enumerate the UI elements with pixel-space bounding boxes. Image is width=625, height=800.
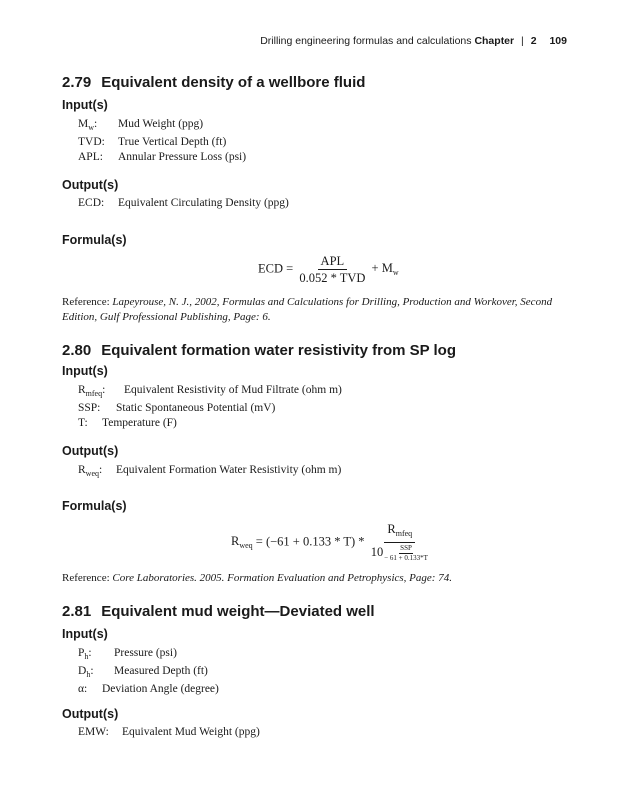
outputs-heading: Output(s) <box>62 444 119 458</box>
book-title: Drilling engineering formulas and calculations <box>260 35 472 47</box>
input-symbol: α: <box>78 683 88 695</box>
outputs-list <box>78 196 289 211</box>
input-description: Equivalent Resistivity of Mud Filtrate (ohm m) <box>124 384 342 396</box>
exponent-fraction: $\frac{\text{SSP}}{- 61 + 0.133*T}$ <box>384 544 428 562</box>
input-description: Static Spontaneous Potential (mV) <box>116 402 276 414</box>
output-symbol: $R_{weq}$: <box>78 464 103 478</box>
input-row <box>78 664 219 682</box>
input-symbol: APL: <box>78 151 103 163</box>
section-number: 2.81 <box>62 603 92 620</box>
input-symbol: $P_h$: <box>78 647 92 661</box>
reference-text: Core Laboratories. 2005. Formation Evaluation and Petrophysics, Page: 74. <box>112 572 452 584</box>
outputs-heading: Output(s) <box>62 707 119 721</box>
section-title-text: Equivalent density of a wellbore fluid <box>101 74 366 91</box>
fraction-denominator: 0.052 * TVD <box>299 271 366 285</box>
inputs-heading: Input(s) <box>62 364 108 378</box>
inputs-list <box>78 117 246 165</box>
output-description: Equivalent Mud Weight (ppg) <box>122 726 260 738</box>
outputs-heading: Output(s) <box>62 178 119 192</box>
input-description: Annular Pressure Loss (psi) <box>118 151 247 163</box>
output-row <box>78 196 289 211</box>
input-description: Measured Depth (ft) <box>114 665 208 677</box>
input-description: Mud Weight (ppg) <box>118 118 204 130</box>
input-symbol: $M_w$: <box>78 118 98 132</box>
input-symbol: T: <box>78 417 88 429</box>
inputs-heading: Input(s) <box>62 98 108 112</box>
formula-multiplier: = (−61 + 0.133 * T) * <box>255 534 365 549</box>
chapter-label: Chapter <box>474 35 515 47</box>
reference-label: Reference: <box>62 572 110 584</box>
input-row <box>78 401 342 416</box>
running-header <box>260 35 567 47</box>
input-row <box>78 416 342 431</box>
formula-lhs: ECD = <box>258 261 294 276</box>
section-title-2-79 <box>62 74 365 91</box>
formula-plus-term: + $M_w$ <box>371 261 399 278</box>
output-description: Equivalent Formation Water Resistivity (ohm m) <box>116 464 342 476</box>
fraction-numerator: $R_{mfeq}$ <box>384 522 415 543</box>
section-number: 2.79 <box>62 74 92 91</box>
output-symbol: ECD: <box>78 197 105 209</box>
input-description: Temperature (F) <box>102 417 177 429</box>
output-row <box>78 463 341 481</box>
inputs-list <box>78 646 219 697</box>
formula-heading: Formula(s) <box>62 499 127 513</box>
reference-label: Reference: <box>62 296 110 308</box>
input-description: Deviation Angle (degree) <box>102 683 219 695</box>
reference-text: Lapeyrouse, N. J., 2002, Formulas and Calculations for Drilling, Production and Workover, Second Edition, Gulf Professional Publishing, Page: 6. <box>62 296 553 323</box>
input-description: Pressure (psi) <box>114 647 177 659</box>
chapter-number: 2 <box>530 35 537 47</box>
outputs-list <box>78 725 260 740</box>
section-number: 2.80 <box>62 342 92 359</box>
formula-lhs: $R_{weq}$ <box>231 534 253 551</box>
input-symbol: $R_{mfeq}$: <box>78 384 106 398</box>
section-title-2-80 <box>62 342 456 359</box>
reference-2-79 <box>62 295 567 325</box>
formula-fraction <box>296 254 368 285</box>
input-row <box>78 682 219 697</box>
input-row <box>78 383 342 401</box>
header-separator: | <box>521 35 524 47</box>
section-title-text: Equivalent mud weight—Deviated well <box>101 603 375 620</box>
formula-fraction <box>368 522 432 563</box>
section-title-2-81 <box>62 603 375 620</box>
input-symbol: TVD: <box>78 136 105 148</box>
output-row <box>78 725 260 740</box>
input-symbol: SSP: <box>78 402 101 414</box>
input-description: True Vertical Depth (ft) <box>118 136 227 148</box>
fraction-denominator: 10 $\frac{\text{SSP}}{- 61 + 0.133*T}$ <box>370 544 428 562</box>
output-description: Equivalent Circulating Density (ppg) <box>118 197 289 209</box>
outputs-list <box>78 463 341 481</box>
input-row <box>78 646 219 664</box>
input-row <box>78 135 246 150</box>
section-title-text: Equivalent formation water resistivity from SP log <box>101 342 457 359</box>
inputs-heading: Input(s) <box>62 627 108 641</box>
reference-2-80 <box>62 571 567 586</box>
formula-heading: Formula(s) <box>62 233 127 247</box>
fraction-numerator: APL <box>318 254 348 270</box>
input-row <box>78 117 246 135</box>
output-symbol: EMW: <box>78 726 109 738</box>
input-row <box>78 150 246 165</box>
page-number: 109 <box>549 35 567 47</box>
input-symbol: $D_h$: <box>78 665 94 679</box>
formula-rweq <box>231 522 432 563</box>
inputs-list <box>78 383 342 431</box>
formula-ecd <box>258 254 399 285</box>
